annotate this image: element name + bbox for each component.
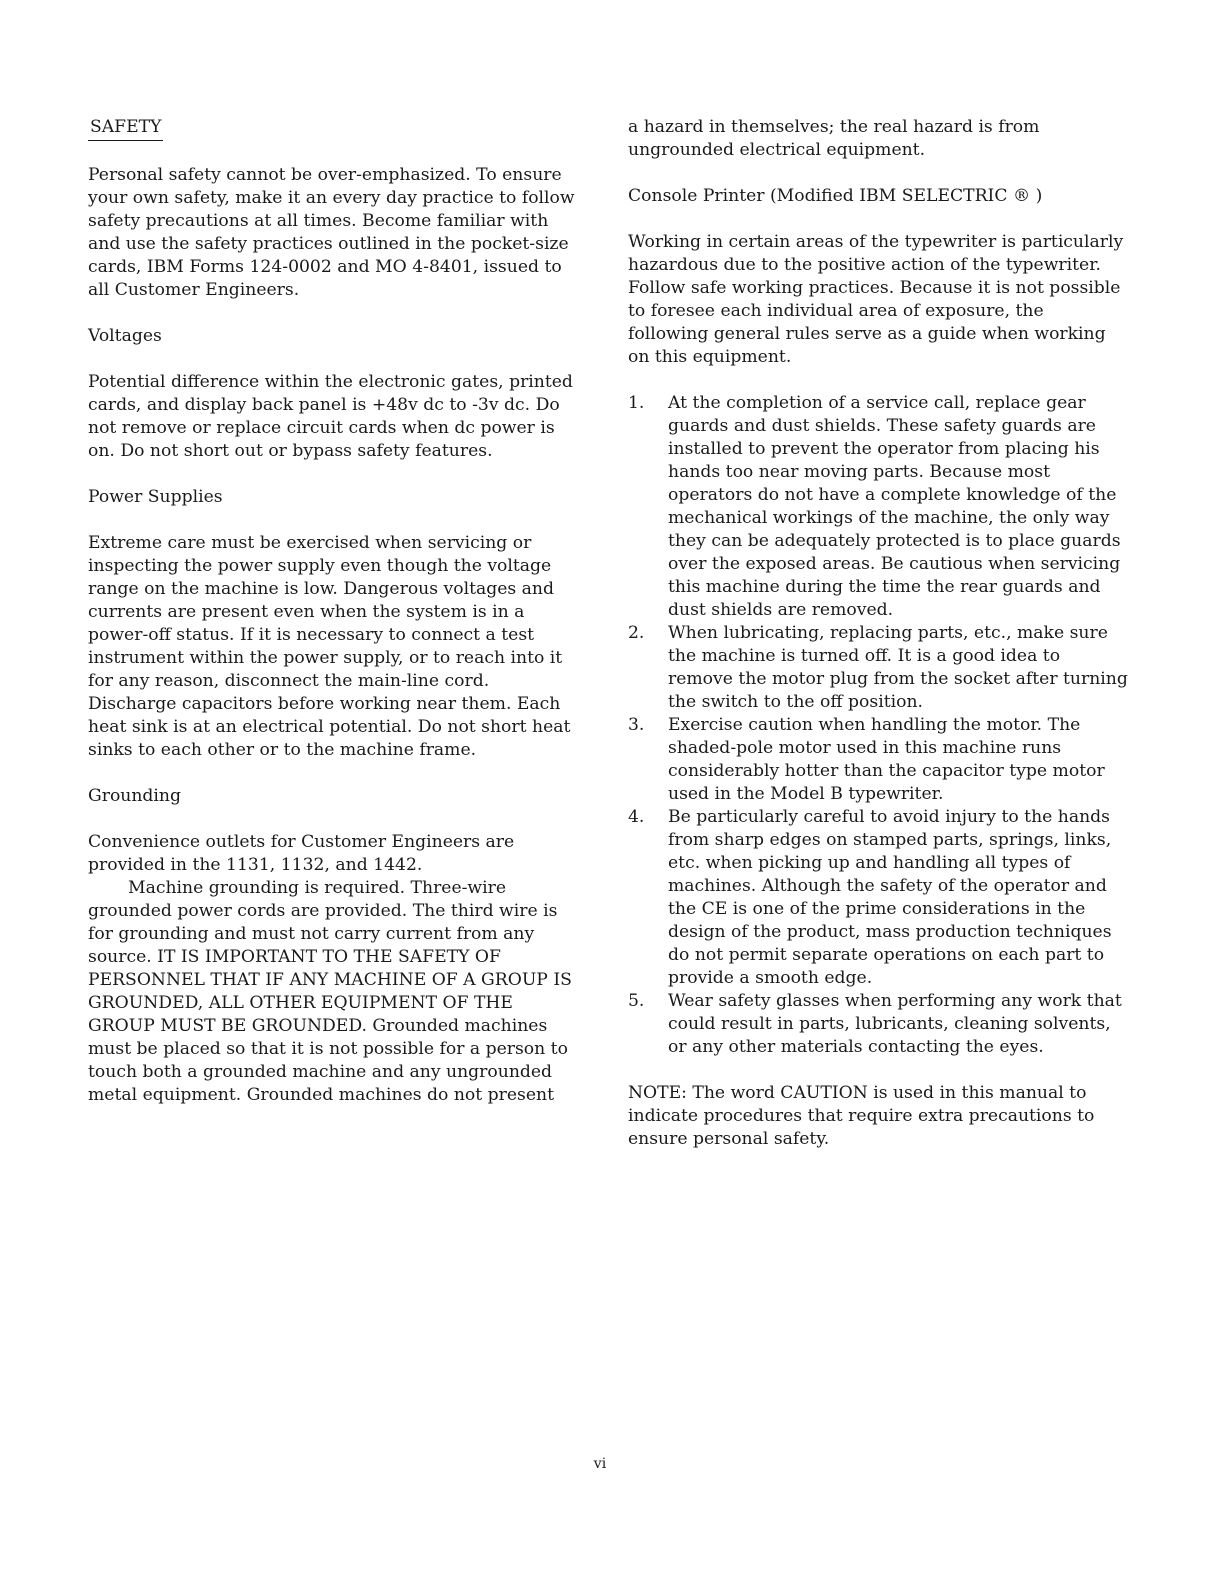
list-item	[628, 806, 1128, 990]
list-item-text: At the completion of a service call, replace gear guards and dust shields. These safety guards are installed to prevent the operator from placing his hands too near moving parts. Because most operators do not have a complete knowledge of the mechanical workings of the machine, the only way they can be adequately protected is to place guards over the exposed areas. Be cautious when servicing this machine during the time the rear guards and dust shields are removed.	[668, 393, 1121, 620]
left-column	[88, 116, 578, 1107]
console-printer-heading: Console Printer (Modified IBM SELECTRIC ® )	[628, 186, 1043, 206]
list-item	[628, 622, 1128, 714]
power-supplies-paragraph: Extreme care must be exercised when servicing or inspecting the power supply even though the voltage range on the machine is low. Dangerous voltages and currents are present even when the system is in a power-off status. If it is necessary to connect a test instrument within the power supply, or to reach into it for any reason, disconnect the main-line cord. Discharge capacitors before working near them. Each heat sink is at an electrical potential. Do not short heat sinks to each other or to the machine frame.	[88, 533, 571, 760]
safety-paragraph: Personal safety cannot be over-emphasized. To ensure your own safety, make it an every day practice to follow safety precautions at all times. Become familiar with and use the safety practices outlined in the pocket-size cards, IBM Forms 124-0002 and MO 4-8401, issued to all Customer Engineers.	[88, 165, 575, 300]
list-item-text: Be particularly careful to avoid injury to the hands from sharp edges on stamped parts, springs, links, etc. when picking up and handling all types of machines. Although the safety of the operator and the CE is one of the prime considerations in the design of the product, mass production techniques do not permit separate operations on each part to provide a smooth edge.	[668, 807, 1112, 988]
grounding-paragraph-1: Convenience outlets for Customer Engineers are provided in the 1131, 1132, and 1442.	[88, 832, 515, 875]
console-printer-paragraph: Working in certain areas of the typewriter is particularly hazardous due to the positive action of the typewriter. Follow safe working practices. Because it is not possible to foresee each individual area of exposure, the following general rules serve as a guide when working on this equipment.	[628, 232, 1124, 367]
safety-rules-list	[628, 392, 1128, 1059]
voltages-paragraph: Potential difference within the electronic gates, printed cards, and display back panel is +48v dc to -3v dc. Do not remove or replace circuit cards when dc power is on. Do not short out or bypass safety features.	[88, 372, 573, 461]
voltages-heading: Voltages	[88, 326, 162, 346]
list-item	[628, 392, 1128, 622]
list-item-text: When lubricating, replacing parts, etc., make sure the machine is turned off. It is a good idea to remove the motor plug from the socket after turning the switch to the off position.	[668, 623, 1128, 712]
list-item-number: 3.	[628, 715, 645, 735]
list-item	[628, 990, 1128, 1059]
list-item	[628, 714, 1128, 806]
list-item-text: Exercise caution when handling the motor. The shaded-pole motor used in this machine runs considerably hotter than the capacitor type motor used in the Model B typewriter.	[668, 715, 1105, 804]
right-column	[628, 116, 1128, 1174]
safety-heading: SAFETY	[88, 116, 578, 141]
list-item-number: 1.	[628, 393, 645, 413]
list-item-number: 2.	[628, 623, 645, 643]
list-item-number: 4.	[628, 807, 645, 827]
grounding-paragraph-2: Machine grounding is required. Three-wire grounded power cords are provided. The third wire is for grounding and must not carry current from any source. IT IS IMPORTANT TO THE SAFETY OF PERSONNEL THAT IF ANY MACHINE OF A GROUP IS GROUNDED, ALL OTHER EQUIPMENT OF THE GROUP MUST BE GROUNDED. Grounded machines must be placed so that it is not possible for a person to touch both a grounded machine and any ungrounded metal equipment. Grounded machines do not present	[88, 878, 572, 1105]
grounding-continuation: a hazard in themselves; the real hazard is from ungrounded electrical equipment.	[628, 117, 1040, 160]
list-item-text: Wear safety glasses when performing any work that could result in parts, lubricants, cleaning solvents, or any other materials contacting the eyes.	[668, 991, 1122, 1057]
grounding-heading: Grounding	[88, 786, 182, 806]
note-paragraph: NOTE: The word CAUTION is used in this manual to indicate procedures that require extra precautions to ensure personal safety.	[628, 1083, 1095, 1149]
power-supplies-heading: Power Supplies	[88, 487, 223, 507]
page-number: vi	[593, 1456, 607, 1472]
list-item-number: 5.	[628, 991, 645, 1011]
